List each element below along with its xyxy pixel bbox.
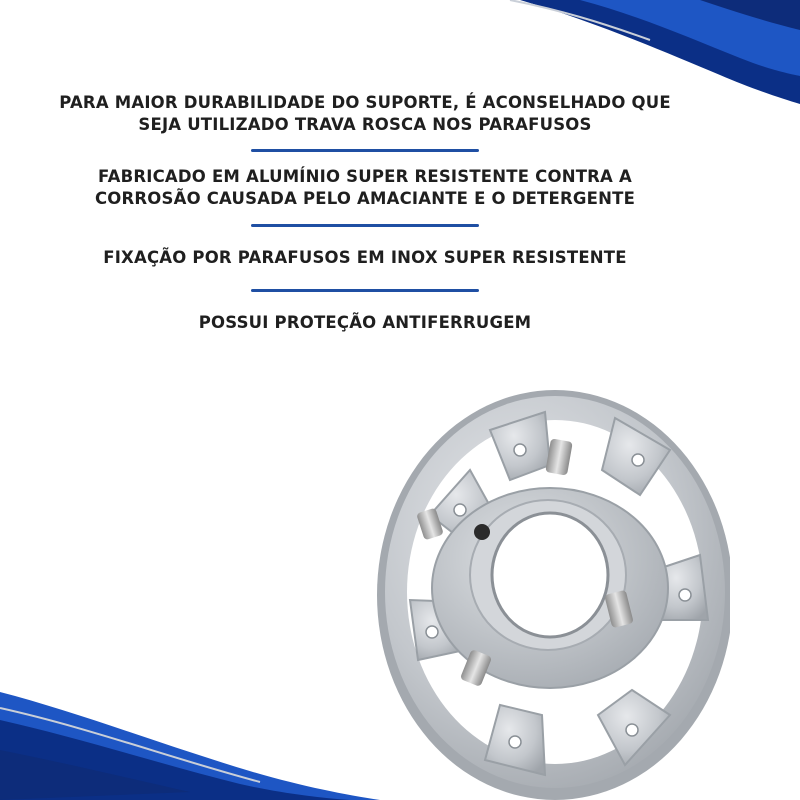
aluminum-flange-support-image: [370, 370, 730, 800]
divider-2: [251, 224, 479, 227]
divider-3: [251, 289, 479, 292]
feature-text-1: PARA MAIOR DURABILIDADE DO SUPORTE, É ACONSELHADO QUE SEJA UTILIZADO TRAVA ROSCA NOS PARAFUSOS: [59, 93, 671, 134]
feature-text-2: FABRICADO EM ALUMÍNIO SUPER RESISTENTE CONTRA A CORROSÃO CAUSADA PELO AMACIANTE E O DETERGENTE: [94, 167, 636, 208]
feature-text-4: POSSUI PROTEÇÃO ANTIFERRUGEM: [198, 313, 532, 332]
feature-text-3: FIXAÇÃO POR PARAFUSOS EM INOX SUPER RESISTENTE: [103, 248, 627, 267]
decorative-wave-bottom: [0, 680, 380, 800]
features-list: [0, 92, 730, 334]
divider-1: [251, 149, 479, 152]
